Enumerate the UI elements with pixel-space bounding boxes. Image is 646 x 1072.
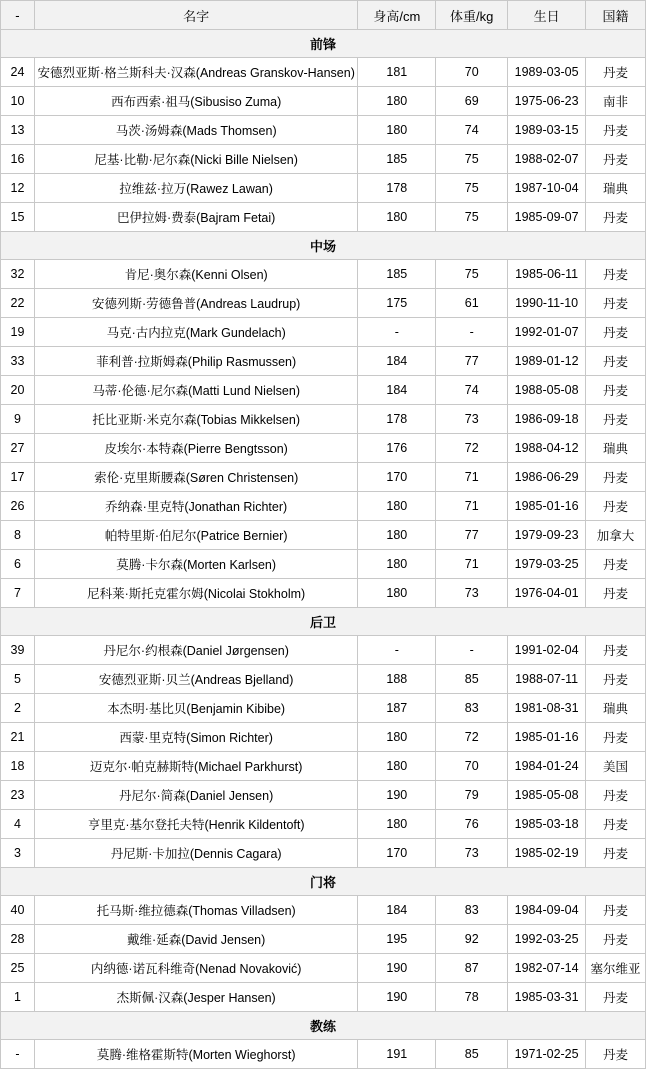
player-number: 5 [1,665,35,694]
player-number: 26 [1,492,35,521]
player-birthday: 1984-01-24 [508,752,586,781]
table-row [1,752,646,781]
player-name: 安德列斯·劳德鲁普(Andreas Laudrup) [34,289,357,318]
column-header-name: 名字 [34,1,357,30]
player-birthday: 1985-01-16 [508,492,586,521]
table-row [1,550,646,579]
table-row [1,116,646,145]
section-row [1,232,646,260]
player-number: 12 [1,174,35,203]
player-name: 菲利普·拉斯姆森(Philip Rasmussen) [34,347,357,376]
column-header-height: 身高/cm [358,1,436,30]
table-row [1,521,646,550]
player-birthday: 1988-02-07 [508,145,586,174]
player-birthday: 1987-10-04 [508,174,586,203]
player-height: 184 [358,896,436,925]
player-number: 4 [1,810,35,839]
player-nationality: 丹麦 [586,405,646,434]
player-height: 191 [358,1040,436,1069]
player-height: 180 [358,203,436,232]
player-birthday: 1989-01-12 [508,347,586,376]
player-nationality: 丹麦 [586,781,646,810]
player-number: 10 [1,87,35,116]
player-birthday: 1971-02-25 [508,1040,586,1069]
player-name: 西布西索·祖马(Sibusiso Zuma) [34,87,357,116]
player-nationality: 丹麦 [586,1040,646,1069]
player-weight: 83 [436,694,508,723]
player-name: 亨里克·基尔登托夫特(Henrik Kildentoft) [34,810,357,839]
player-name: 莫腾·卡尔森(Morten Karlsen) [34,550,357,579]
player-number: 1 [1,983,35,1012]
table-row [1,723,646,752]
player-weight: 85 [436,1040,508,1069]
player-height: 187 [358,694,436,723]
player-height: 190 [358,983,436,1012]
player-number: 18 [1,752,35,781]
header-row [1,1,646,30]
player-height: 181 [358,58,436,87]
player-weight: 77 [436,521,508,550]
player-birthday: 1990-11-10 [508,289,586,318]
player-number: 28 [1,925,35,954]
player-height: 175 [358,289,436,318]
player-number: 3 [1,839,35,868]
table-row [1,87,646,116]
section-title: 前锋 [1,30,646,58]
player-birthday: 1992-01-07 [508,318,586,347]
player-weight: 72 [436,723,508,752]
table-row [1,665,646,694]
player-height: 180 [358,810,436,839]
table-row [1,376,646,405]
player-height: 178 [358,405,436,434]
player-height: 184 [358,347,436,376]
player-nationality: 丹麦 [586,347,646,376]
player-weight: - [436,318,508,347]
player-weight: 71 [436,550,508,579]
player-weight: 77 [436,347,508,376]
player-name: 西蒙·里克特(Simon Richter) [34,723,357,752]
player-number: 25 [1,954,35,983]
player-height: 190 [358,954,436,983]
table-row [1,983,646,1012]
table-row [1,954,646,983]
player-number: - [1,1040,35,1069]
player-weight: 73 [436,579,508,608]
player-nationality: 丹麦 [586,376,646,405]
player-birthday: 1988-05-08 [508,376,586,405]
table-row [1,318,646,347]
table-row [1,579,646,608]
player-weight: 74 [436,116,508,145]
player-nationality: 丹麦 [586,550,646,579]
player-name: 内纳德·诺瓦科维奇(Nenad Novaković) [34,954,357,983]
player-birthday: 1989-03-05 [508,58,586,87]
table-row [1,925,646,954]
table-row [1,174,646,203]
player-nationality: 瑞典 [586,694,646,723]
player-nationality: 加拿大 [586,521,646,550]
player-name: 莫腾·维格霍斯特(Morten Wieghorst) [34,1040,357,1069]
player-nationality: 丹麦 [586,636,646,665]
player-nationality: 丹麦 [586,289,646,318]
player-nationality: 丹麦 [586,145,646,174]
player-weight: 78 [436,983,508,1012]
player-nationality: 丹麦 [586,492,646,521]
player-height: 180 [358,87,436,116]
player-birthday: 1986-09-18 [508,405,586,434]
player-number: 33 [1,347,35,376]
player-nationality: 丹麦 [586,260,646,289]
column-header-number: - [1,1,35,30]
player-number: 2 [1,694,35,723]
player-height: 180 [358,579,436,608]
player-number: 22 [1,289,35,318]
player-height: 185 [358,260,436,289]
table-row [1,492,646,521]
player-weight: 85 [436,665,508,694]
player-weight: 72 [436,434,508,463]
table-row [1,810,646,839]
player-height: - [358,318,436,347]
player-number: 24 [1,58,35,87]
player-number: 19 [1,318,35,347]
table-row [1,636,646,665]
table-body [1,30,646,1069]
player-name: 丹尼尔·简森(Daniel Jensen) [34,781,357,810]
player-name: 托马斯·维拉德森(Thomas Villadsen) [34,896,357,925]
player-weight: 76 [436,810,508,839]
player-name: 巴伊拉姆·费泰(Bajram Fetai) [34,203,357,232]
player-height: 178 [358,174,436,203]
table-row [1,289,646,318]
player-name: 肯尼·奥尔森(Kenni Olsen) [34,260,357,289]
player-height: - [358,636,436,665]
player-number: 16 [1,145,35,174]
player-height: 195 [358,925,436,954]
player-nationality: 丹麦 [586,925,646,954]
player-weight: 83 [436,896,508,925]
player-weight: - [436,636,508,665]
player-birthday: 1989-03-15 [508,116,586,145]
player-nationality: 瑞典 [586,434,646,463]
player-name: 杰斯佩·汉森(Jesper Hansen) [34,983,357,1012]
player-name: 帕特里斯·伯尼尔(Patrice Bernier) [34,521,357,550]
table-row [1,463,646,492]
player-birthday: 1985-03-31 [508,983,586,1012]
player-number: 32 [1,260,35,289]
player-height: 184 [358,376,436,405]
section-title: 教练 [1,1012,646,1040]
table-row [1,781,646,810]
player-name: 皮埃尔·本特森(Pierre Bengtsson) [34,434,357,463]
player-nationality: 丹麦 [586,116,646,145]
column-header-birthday: 生日 [508,1,586,30]
player-weight: 75 [436,145,508,174]
player-weight: 79 [436,781,508,810]
player-birthday: 1984-09-04 [508,896,586,925]
player-name: 安德烈亚斯·格兰斯科夫·汉森(Andreas Granskov-Hansen) [34,58,357,87]
player-birthday: 1976-04-01 [508,579,586,608]
section-title: 中场 [1,232,646,260]
player-weight: 75 [436,174,508,203]
player-number: 39 [1,636,35,665]
player-birthday: 1988-07-11 [508,665,586,694]
player-birthday: 1982-07-14 [508,954,586,983]
player-birthday: 1985-06-11 [508,260,586,289]
player-weight: 61 [436,289,508,318]
player-height: 180 [358,550,436,579]
player-number: 40 [1,896,35,925]
player-birthday: 1985-09-07 [508,203,586,232]
player-number: 27 [1,434,35,463]
player-number: 6 [1,550,35,579]
player-height: 180 [358,116,436,145]
player-weight: 74 [436,376,508,405]
player-name: 马蒂·伦德·尼尔森(Matti Lund Nielsen) [34,376,357,405]
player-name: 迈克尔·帕克赫斯特(Michael Parkhurst) [34,752,357,781]
player-height: 180 [358,492,436,521]
player-nationality: 瑞典 [586,174,646,203]
player-height: 188 [358,665,436,694]
player-nationality: 丹麦 [586,579,646,608]
player-birthday: 1985-03-18 [508,810,586,839]
column-header-weight: 体重/kg [436,1,508,30]
player-height: 180 [358,752,436,781]
player-height: 185 [358,145,436,174]
player-name: 丹尼斯·卡加拉(Dennis Cagara) [34,839,357,868]
player-nationality: 南非 [586,87,646,116]
table-row [1,405,646,434]
player-name: 本杰明·基比贝(Benjamin Kibibe) [34,694,357,723]
table-header [1,1,646,30]
player-birthday: 1992-03-25 [508,925,586,954]
player-birthday: 1988-04-12 [508,434,586,463]
player-nationality: 丹麦 [586,318,646,347]
section-row [1,1012,646,1040]
player-name: 尼科莱·斯托克霍尔姆(Nicolai Stokholm) [34,579,357,608]
player-number: 9 [1,405,35,434]
player-height: 190 [358,781,436,810]
player-nationality: 丹麦 [586,723,646,752]
player-nationality: 丹麦 [586,463,646,492]
player-birthday: 1981-08-31 [508,694,586,723]
player-weight: 69 [436,87,508,116]
player-nationality: 丹麦 [586,203,646,232]
table-row [1,896,646,925]
column-header-nationality: 国籍 [586,1,646,30]
player-number: 23 [1,781,35,810]
player-nationality: 丹麦 [586,810,646,839]
player-number: 8 [1,521,35,550]
player-name: 尼基·比勒·尼尔森(Nicki Bille Nielsen) [34,145,357,174]
player-nationality: 丹麦 [586,665,646,694]
player-birthday: 1985-05-08 [508,781,586,810]
player-name: 乔纳森·里克特(Jonathan Richter) [34,492,357,521]
player-height: 170 [358,463,436,492]
table-row [1,58,646,87]
player-weight: 71 [436,492,508,521]
table-row [1,260,646,289]
player-birthday: 1975-06-23 [508,87,586,116]
player-weight: 73 [436,839,508,868]
table-row [1,203,646,232]
player-nationality: 丹麦 [586,896,646,925]
player-nationality: 丹麦 [586,839,646,868]
player-number: 7 [1,579,35,608]
player-name: 拉维兹·拉万(Rawez Lawan) [34,174,357,203]
table-row [1,1040,646,1069]
player-weight: 70 [436,58,508,87]
player-weight: 92 [436,925,508,954]
player-birthday: 1979-03-25 [508,550,586,579]
table-row [1,839,646,868]
player-birthday: 1985-02-19 [508,839,586,868]
player-weight: 70 [436,752,508,781]
player-number: 15 [1,203,35,232]
player-weight: 71 [436,463,508,492]
player-height: 180 [358,723,436,752]
player-name: 安德烈亚斯·贝兰(Andreas Bjelland) [34,665,357,694]
player-height: 170 [358,839,436,868]
player-number: 17 [1,463,35,492]
section-row [1,608,646,636]
player-birthday: 1979-09-23 [508,521,586,550]
player-name: 马茨·汤姆森(Mads Thomsen) [34,116,357,145]
section-row [1,30,646,58]
player-name: 托比亚斯·米克尔森(Tobias Mikkelsen) [34,405,357,434]
player-weight: 87 [436,954,508,983]
player-nationality: 塞尔维亚 [586,954,646,983]
table-row [1,434,646,463]
table-row [1,347,646,376]
player-name: 索伦·克里斯腰森(Søren Christensen) [34,463,357,492]
player-birthday: 1985-01-16 [508,723,586,752]
section-row [1,868,646,896]
player-nationality: 美国 [586,752,646,781]
player-height: 180 [358,521,436,550]
player-birthday: 1991-02-04 [508,636,586,665]
player-number: 13 [1,116,35,145]
player-birthday: 1986-06-29 [508,463,586,492]
player-weight: 75 [436,203,508,232]
player-number: 21 [1,723,35,752]
player-name: 戴维·延森(David Jensen) [34,925,357,954]
player-nationality: 丹麦 [586,58,646,87]
player-name: 马克·古内拉克(Mark Gundelach) [34,318,357,347]
section-title: 门将 [1,868,646,896]
table-row [1,145,646,174]
section-title: 后卫 [1,608,646,636]
player-name: 丹尼尔·约根森(Daniel Jørgensen) [34,636,357,665]
table-row [1,694,646,723]
player-height: 176 [358,434,436,463]
player-number: 20 [1,376,35,405]
player-weight: 73 [436,405,508,434]
player-weight: 75 [436,260,508,289]
player-nationality: 丹麦 [586,983,646,1012]
